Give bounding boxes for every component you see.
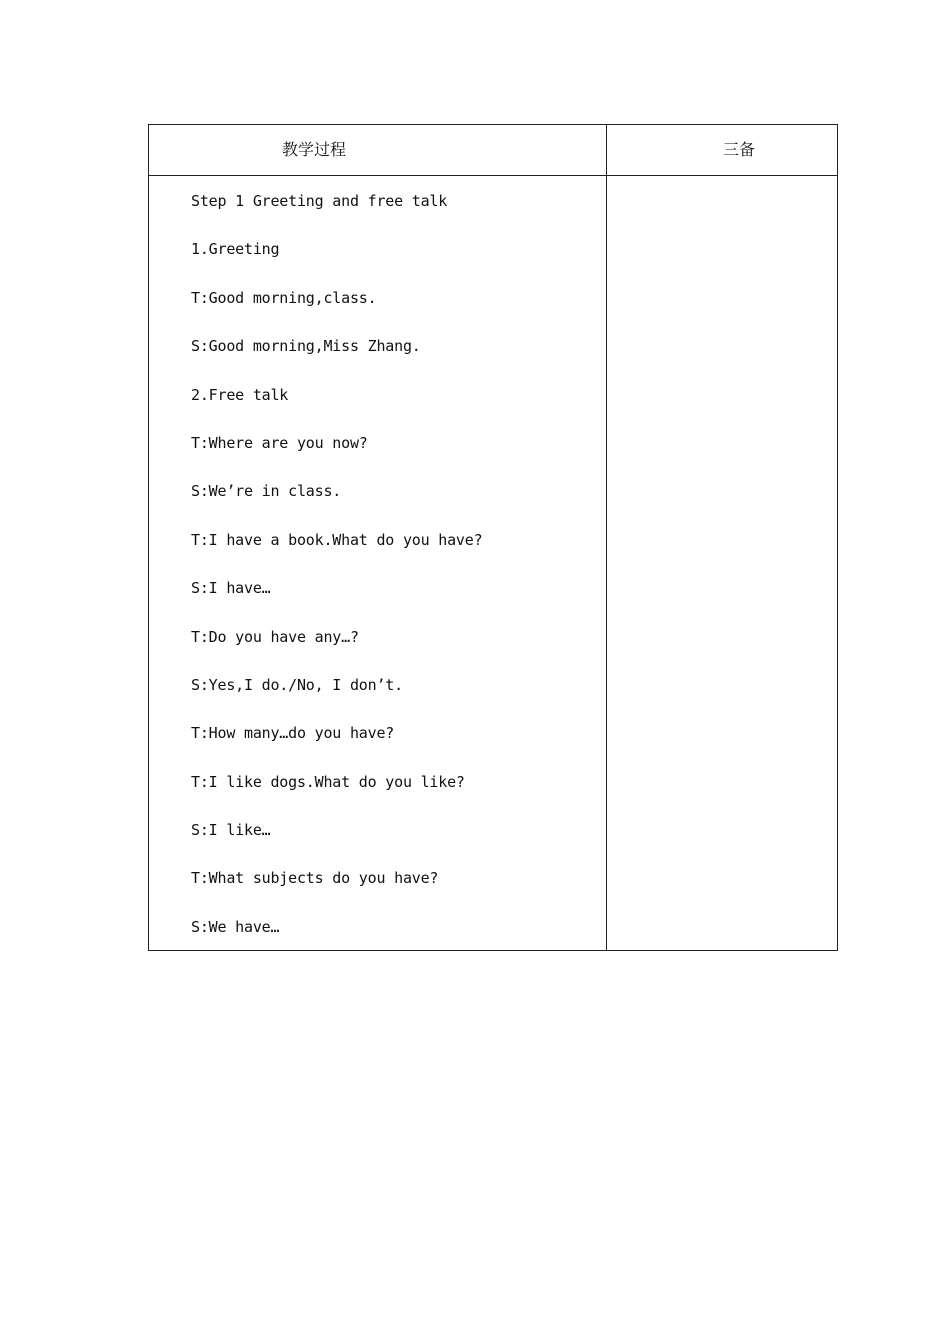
dialogue-line: S:Good morning,Miss Zhang.: [191, 337, 421, 356]
dialogue-line: T:I have a book.What do you have?: [191, 530, 483, 549]
lesson-plan-table: [148, 124, 838, 951]
dialogue-line: S:We’re in class.: [191, 482, 342, 501]
dialogue-line: S:We have…: [191, 917, 280, 936]
dialogue-line: T:I like dogs.What do you like?: [191, 772, 465, 791]
section-free-talk: 2.Free talk: [191, 385, 289, 404]
dialogue-line: S:I have…: [191, 579, 271, 598]
step-heading: Step 1 Greeting and free talk: [191, 192, 448, 210]
dialogue-line: T:Good morning,class.: [191, 288, 377, 307]
three-preparations-cell: [607, 176, 837, 951]
dialogue-line: S:Yes,I do./No, I don’t.: [191, 675, 403, 694]
dialogue-line: T:Where are you now?: [191, 433, 368, 452]
header-three-preparations: 三备: [722, 140, 755, 159]
table-header-row: [149, 125, 837, 176]
header-teaching-process: 教学过程: [281, 140, 346, 159]
dialogue-line: T:How many…do you have?: [191, 724, 395, 743]
section-greeting: 1.Greeting: [191, 240, 280, 259]
dialogue-line: S:I like…: [191, 821, 271, 840]
dialogue-line: T:Do you have any…?: [191, 627, 359, 646]
dialogue-line: T:What subjects do you have?: [191, 869, 439, 888]
teaching-process-cell: [191, 176, 601, 950]
